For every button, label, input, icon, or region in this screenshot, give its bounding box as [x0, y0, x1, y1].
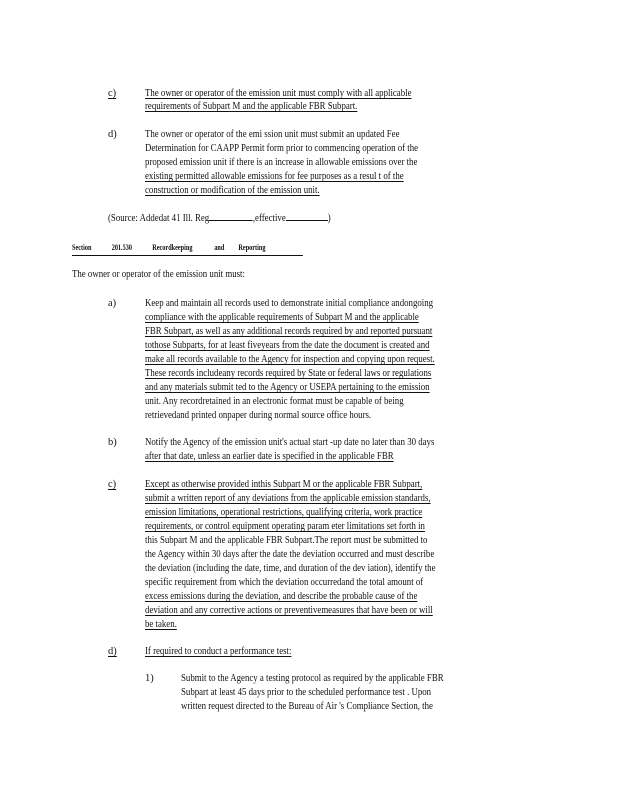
source-note-effective: ,effective [252, 213, 286, 224]
item-line: These records includeany records required by State or federal laws or regulations [145, 368, 432, 379]
item-label: c) [108, 88, 117, 99]
item-line: tothose Subparts, for at least fiveyears from the date the document is created and [145, 340, 430, 351]
item-line: existing permitted allowable emissions for fee purposes as a resul t of the [145, 171, 404, 182]
item-label: d) [108, 646, 117, 657]
item-line: specific requirement from which the deviation occurredand the total amount of [145, 577, 424, 588]
item-label: a) [108, 298, 117, 309]
item-line: If required to conduct a performance test: [145, 646, 292, 657]
item-line: emission limitations, operational restrictions, qualifying criteria, work practice [145, 507, 423, 518]
section-title-2: Reporting [238, 243, 266, 252]
section-heading [72, 241, 303, 256]
item-line: requirements, or control equipment operating param eter limitations set forth in [145, 521, 425, 532]
item-line: the deviation (including the date, time, and duration of the dev iation), identify the [145, 563, 436, 574]
blank-line [286, 211, 328, 221]
sub-item-line: Submit to the Agency a testing protocol as required by the applicable FBR [181, 673, 444, 684]
item-line: The owner or operator of the emission unit must comply with all applicable [145, 88, 412, 99]
section-number: 201.530 [111, 243, 132, 252]
section-label: Section [72, 243, 92, 252]
item-line: submit a written report of any deviations from the applicable emission standards, [145, 493, 431, 504]
item-line: construction or modification of the emission unit. [145, 185, 320, 196]
item-line: retrievedand printed onpaper during normal source office hours. [145, 410, 372, 421]
sub-item-label: 1) [145, 673, 154, 684]
item-line: deviation and any corrective actions or preventivemeasures that have been or will [145, 605, 433, 616]
item-line: Keep and maintain all records used to demonstrate initial compliance andongoing [145, 298, 434, 309]
item-line: and any materials submit ted to the Agency or USEPA pertaining to the emission [145, 382, 430, 393]
item-line: requirements of Subpart M and the applicable FBR Subpart. [145, 101, 358, 112]
section-title: Recordkeeping [152, 243, 193, 252]
item-line: compliance with the applicable requirements of Subpart M and the applicable [145, 312, 419, 323]
item-label: d) [108, 129, 117, 140]
item-line: make all records available to the Agency for inspection and copying upon request. [145, 354, 435, 365]
item-line: proposed emission unit if there is an increase in allowable emissions over the [145, 157, 418, 168]
item-line: Determination for CAAPP Permit form prior to commencing operation of the [145, 143, 419, 154]
item-line: Notify the Agency of the emission unit's actual start -up date no later than 30 days [145, 437, 435, 448]
item-label: b) [108, 437, 117, 448]
item-line: after that date, unless an earlier date is specified in the applicable FBR [145, 451, 394, 462]
item-line: excess emissions during the deviation, and describe the probable cause of the [145, 591, 418, 602]
item-line: this Subpart M and the applicable FBR Subpart.The report must be submitted to [145, 535, 428, 546]
item-line: be taken. [145, 619, 177, 630]
item-line: The owner or operator of the emi ssion unit must submit an updated Fee [145, 129, 400, 140]
sub-item-line: written request directed to the Bureau of Air 's Compliance Section, the [181, 701, 433, 712]
source-note-close: ) [327, 213, 331, 224]
section-intro: The owner or operator of the emission unit must: [72, 269, 245, 280]
source-note [108, 211, 331, 225]
item-line: the Agency within 30 days after the date the deviation occurred and must describe [145, 549, 435, 560]
item-line: unit. Any recordretained in an electronic format must be capable of being [145, 396, 404, 407]
source-note-text: (Source: Addedat 41 Ill. Reg [108, 213, 210, 224]
blank-line [209, 211, 253, 221]
item-line: Except as otherwise provided inthis Subpart M or the applicable FBR Subpart, [145, 479, 423, 490]
section-and: and [214, 243, 225, 252]
item-line: FBR Subpart, as well as any additional records required by and reported pursuant [145, 326, 433, 337]
sub-item-line: Subpart at least 45 days prior to the scheduled performance test . Upon [181, 687, 432, 698]
item-label: c) [108, 479, 117, 490]
